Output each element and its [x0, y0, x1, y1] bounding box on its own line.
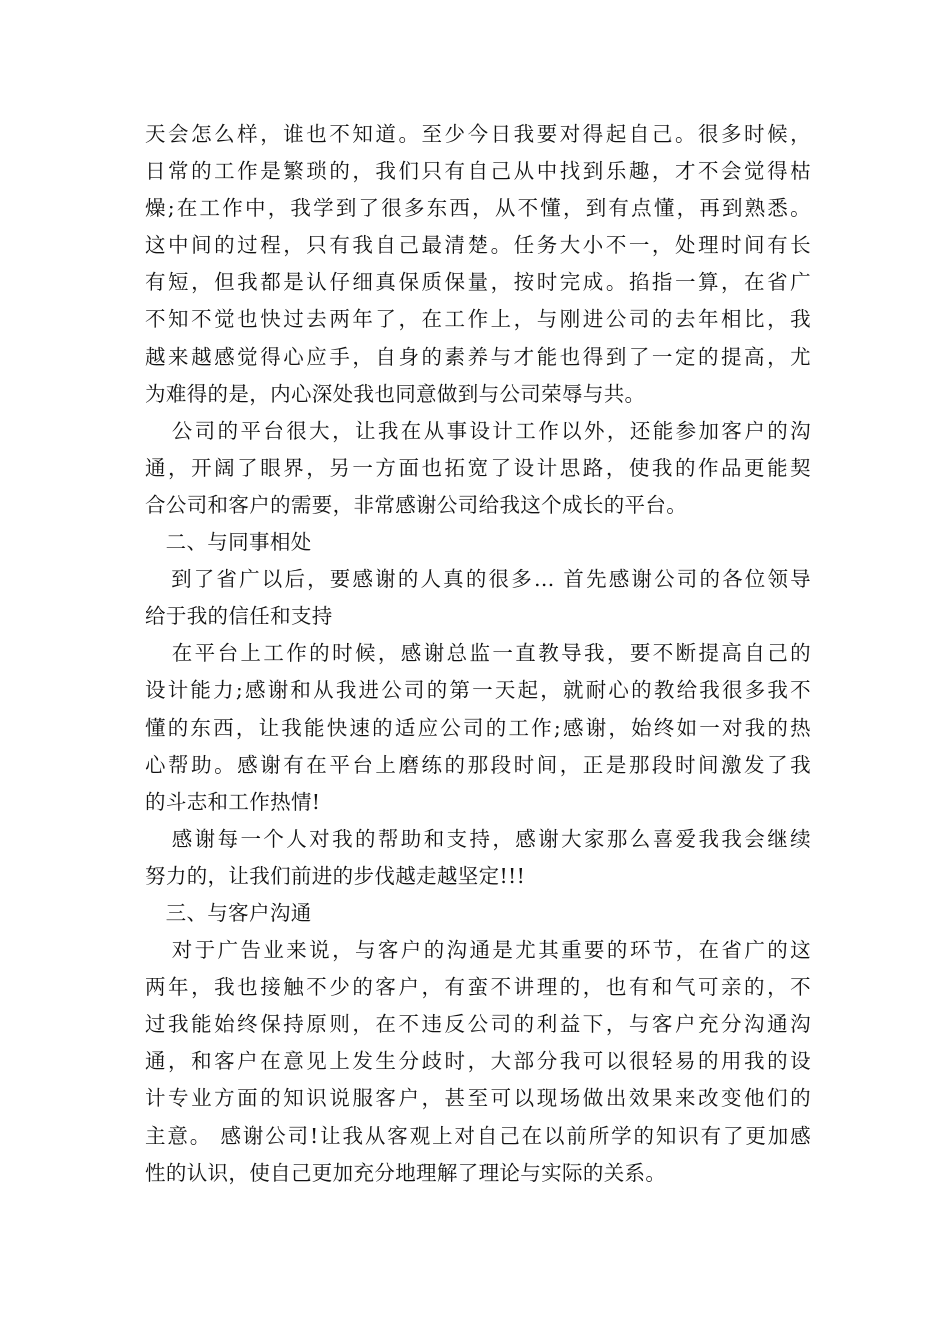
text-line: 主意。 感谢公司!让我从客观上对自己在以前所学的知识有了更加感	[145, 1123, 811, 1148]
text-line: 通，开阔了眼界，另一方面也拓宽了设计思路，使我的作品更能契	[145, 455, 811, 480]
text-line: 心帮助。感谢有在平台上磨练的那段时间，正是那段时间激发了我	[145, 752, 811, 777]
text-line: 的斗志和工作热情!	[145, 789, 321, 814]
text-line: 通，和客户在意见上发生分歧时，大部分我可以很轻易的用我的设	[145, 1049, 811, 1074]
text-line: 有短，但我都是认仔细真保质保量，按时完成。掐指一算，在省广	[145, 270, 811, 295]
text-line: 到了省广以后，要感谢的人真的很多… 首先感谢公司的各位领导	[145, 567, 811, 592]
text-line: 两年，我也接触不少的客户，有蛮不讲理的，也有和气可亲的，不	[145, 975, 811, 1000]
text-line: 感谢每一个人对我的帮助和支持，感谢大家那么喜爱我我会继续	[145, 826, 811, 851]
section-heading: 三、与客户沟通	[145, 900, 312, 925]
text-line: 努力的，让我们前进的步伐越走越坚定!!!	[145, 863, 526, 888]
text-line: 懂的东西，让我能快速的适应公司的工作;感谢，始终如一对我的热	[145, 715, 811, 740]
text-line: 设计能力;感谢和从我进公司的第一天起，就耐心的教给我很多我不	[145, 678, 811, 703]
text-line: 过我能始终保持原则，在不违反公司的利益下，与客户充分沟通沟	[145, 1012, 811, 1037]
text-line: 日常的工作是繁琐的，我们只有自己从中找到乐趣，才不会觉得枯	[145, 159, 811, 184]
text-line: 计专业方面的知识说服客户，甚至可以现场做出效果来改变他们的	[145, 1086, 811, 1111]
text-line: 不知不觉也快过去两年了，在工作上，与刚进公司的去年相比，我	[145, 307, 811, 332]
text-line: 对于广告业来说，与客户的沟通是尤其重要的环节，在省广的这	[145, 938, 811, 963]
text-line: 燥;在工作中，我学到了很多东西，从不懂，到有点懂，再到熟悉。	[145, 196, 811, 221]
document-body	[145, 116, 811, 1192]
text-line: 性的认识，使自己更加充分地理解了理论与实际的关系。	[145, 1160, 667, 1185]
section-heading: 二、与同事相处	[145, 530, 312, 555]
text-line: 为难得的是，内心深处我也同意做到与公司荣辱与共。	[145, 381, 646, 406]
text-line: 给于我的信任和支持	[145, 604, 333, 629]
text-line: 这中间的过程，只有我自己最清楚。任务大小不一，处理时间有长	[145, 233, 811, 258]
text-line: 天会怎么样，谁也不知道。至少今日我要对得起自己。很多时候，	[145, 122, 811, 146]
text-line: 越来越感觉得心应手，自身的素养与才能也得到了一定的提高，尤	[145, 344, 811, 369]
text-line: 在平台上工作的时候，感谢总监一直教导我，要不断提高自己的	[145, 641, 811, 666]
text-line: 合公司和客户的需要，非常感谢公司给我这个成长的平台。	[145, 492, 688, 517]
text-line: 公司的平台很大，让我在从事设计工作以外，还能参加客户的沟	[145, 418, 811, 443]
